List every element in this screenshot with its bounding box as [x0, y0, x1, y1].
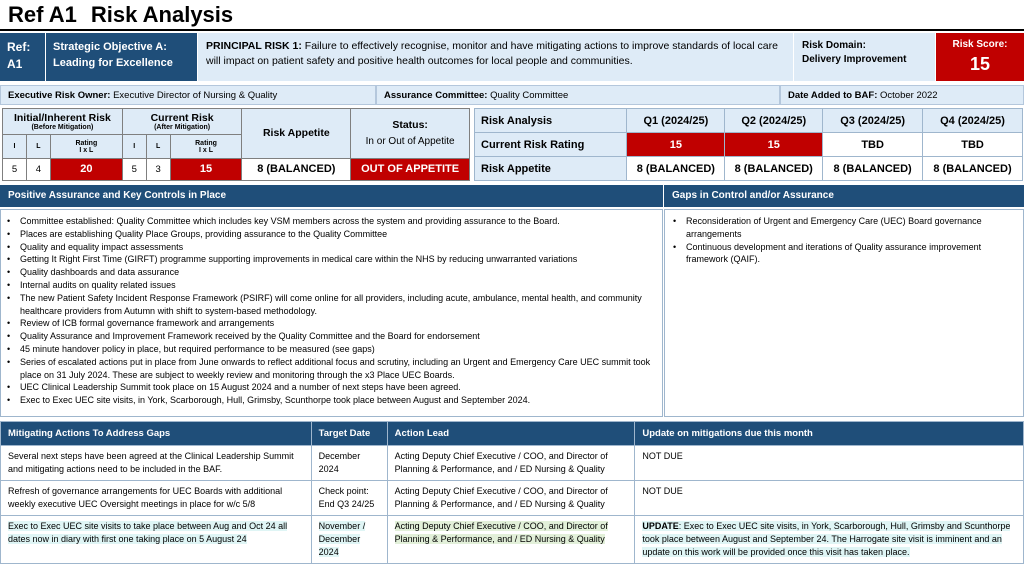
- q3-current-rating: TBD: [823, 133, 923, 157]
- initial-risk-title: Initial/Inherent Risk: [13, 112, 111, 125]
- risk-score-label: Risk Score:: [952, 39, 1008, 50]
- current-i-value: 5: [122, 158, 146, 180]
- target-cell: Check point: End Q3 24/25: [311, 481, 387, 516]
- list-item: • The new Patient Safety Incident Response Framework (PSIRF) will come online for all providers, including acute, ambulance, mental health, and community healthcare providers from Autumn with shift to system-based methodology.: [5, 292, 658, 318]
- current-risk-sub: (After Mitigation): [154, 124, 211, 132]
- initial-rating-sub: I x L: [79, 146, 94, 154]
- table-row: [1, 446, 1024, 481]
- current-i-header: I: [122, 135, 146, 158]
- current-l-header: L: [146, 135, 170, 158]
- current-risk-rating-label: Current Risk Rating: [475, 133, 627, 157]
- strategic-objective: Strategic Objective A: Leading for Excellence: [45, 33, 197, 81]
- gaps-list: [671, 215, 1017, 266]
- q4-appetite: 8 (BALANCED): [923, 157, 1023, 181]
- ref-cell: [0, 33, 45, 81]
- risk-domain-value: Delivery Improvement: [802, 54, 907, 65]
- principal-risk-text: Failure to effectively recognise, monitor and have mitigating actions to improve standards of local care will impact on patient safety and positive health outcomes for local people and communities.: [206, 40, 778, 67]
- principal-risk-label: PRINCIPAL RISK 1:: [206, 40, 302, 52]
- lead-text: Acting Deputy Chief Executive / COO, and Director of Planning & Performance, and / ED Nursing & Quality: [394, 521, 608, 544]
- list-item: • Continuous development and iterations of Quality assurance improvement framework (QAIF).: [671, 241, 1017, 267]
- initial-l-value: 4: [26, 158, 50, 180]
- update-label: UPDATE: [642, 521, 679, 531]
- col-header-lead: Action Lead: [387, 422, 635, 446]
- q1-appetite: 8 (BALANCED): [627, 157, 725, 181]
- date-value: October 2022: [880, 90, 938, 101]
- q3-appetite: 8 (BALANCED): [823, 157, 923, 181]
- risk-domain-label: Risk Domain:: [802, 40, 866, 51]
- table-row: [1, 481, 1024, 516]
- current-rating-sub: I x L: [199, 146, 214, 154]
- q2-current-rating: 15: [725, 133, 823, 157]
- list-item: • Series of escalated actions put in place from June onwards to reflect additional focus and scrutiny, including an Urgent and Emergency Care UEC summit took place on 31 July 2024. These are subject to weekly review and monitoring through the x3 Place UEC Boards.: [5, 356, 658, 382]
- risk-analysis-table: [474, 108, 1023, 181]
- risk-appetite-header: Risk Appetite: [242, 109, 351, 159]
- q1-current-rating: 15: [627, 133, 725, 157]
- target-cell: [311, 516, 387, 564]
- principal-risk: [197, 33, 793, 81]
- gaps-box: [664, 209, 1024, 417]
- status-sub: In or Out of Appetite: [365, 136, 455, 148]
- current-l-value: 3: [146, 158, 170, 180]
- initial-l-header: L: [26, 135, 50, 158]
- action-cell: Several next steps have been agreed at the Clinical Leadership Summit and mitigating actions need to be included in the BAF.: [1, 446, 312, 481]
- current-rating-header: [170, 135, 242, 158]
- initial-risk-sub: (Before Mitigation): [31, 124, 94, 132]
- list-item: • Quality Assurance and Improvement Framework received by the Quality Committee and the Board for endorsement: [5, 330, 658, 343]
- title-ref: Ref A1: [8, 2, 77, 27]
- initial-i-header: I: [3, 135, 27, 158]
- assurance-list: [5, 215, 658, 407]
- q4-current-rating: TBD: [923, 133, 1023, 157]
- risk-analysis-title: Risk Analysis: [475, 109, 627, 133]
- mitigating-actions-table: [0, 421, 1024, 564]
- quarter-header: Q2 (2024/25): [725, 109, 823, 133]
- lead-cell: Acting Deputy Chief Executive / COO, and Director of Planning & Performance, and / ED Nursing & Quality: [387, 446, 635, 481]
- assurance-section-title: Positive Assurance and Key Controls in Place: [0, 185, 663, 207]
- col-header-update: Update on mitigations due this month: [635, 422, 1024, 446]
- owner-label: Executive Risk Owner:: [8, 90, 111, 101]
- quarter-header: Q4 (2024/25): [923, 109, 1023, 133]
- risk-scores-table: [2, 108, 470, 181]
- assurance-box: [0, 209, 663, 417]
- list-item: • Committee established: Quality Committee which includes key VSM members across the system and providing assurance to the Board.: [5, 215, 658, 228]
- list-item: • Exec to Exec UEC site visits, in York, Scarborough, Hull, Grimsby, Scunthorpe took place between August and September 2024.: [5, 394, 658, 407]
- action-cell: Refresh of governance arrangements for UEC Boards with additional weekly executive UEC Oversight meetings in place for w/c 5/8: [1, 481, 312, 516]
- page-title: [8, 2, 233, 28]
- ref-value: A1: [7, 57, 23, 71]
- col-header-target: Target Date: [311, 422, 387, 446]
- target-text: November / December 2024: [318, 521, 366, 557]
- date-label: Date Added to BAF:: [788, 90, 878, 101]
- initial-i-value: 5: [3, 158, 27, 180]
- list-item: • UEC Clinical Leadership Summit took place on 15 August 2024 and a number of next steps have been agreed.: [5, 381, 658, 394]
- committee-label: Assurance Committee:: [384, 90, 488, 101]
- initial-rating-label: Rating: [75, 139, 98, 147]
- current-risk-title: Current Risk: [150, 112, 214, 125]
- risk-owner: [0, 85, 376, 105]
- target-cell: December 2024: [311, 446, 387, 481]
- risk-domain: [793, 33, 935, 81]
- update-cell: NOT DUE: [635, 481, 1024, 516]
- gaps-section-title: Gaps in Control and/or Assurance: [664, 185, 1024, 207]
- list-item: • Places are establishing Quality Place Groups, providing assurance to the Quality Committee: [5, 228, 658, 241]
- quarter-header: Q1 (2024/25): [627, 109, 725, 133]
- current-rating-value: 15: [170, 158, 242, 180]
- date-added: [780, 85, 1024, 105]
- list-item: • Reconsideration of Urgent and Emergency Care (UEC) Board governance arrangements: [671, 215, 1017, 241]
- title-name: Risk Analysis: [90, 2, 234, 27]
- list-item: • Internal audits on quality related issues: [5, 279, 658, 292]
- risk-score-value: 15: [969, 54, 991, 74]
- risk-score: [935, 33, 1024, 81]
- table-row: [1, 516, 1024, 564]
- initial-risk-header: [3, 109, 123, 135]
- update-cell: [635, 516, 1024, 564]
- list-item: • 45 minute handover policy in place, but required performance to be measured (see gaps): [5, 343, 658, 356]
- risk-appetite-label: Risk Appetite: [475, 157, 627, 181]
- status-title: Status:: [392, 119, 428, 132]
- list-item: • Quality dashboards and data assurance: [5, 266, 658, 279]
- initial-rating-value: 20: [50, 158, 122, 180]
- current-risk-header: [122, 109, 242, 135]
- initial-rating-header: [50, 135, 122, 158]
- list-item: • Review of ICB formal governance framework and arrangements: [5, 317, 658, 330]
- lead-cell: Acting Deputy Chief Executive / COO, and Director of Planning & Performance, and / ED Nursing & Quality: [387, 481, 635, 516]
- ref-label: Ref:: [7, 40, 31, 54]
- current-rating-label: Rating: [195, 139, 217, 147]
- quarter-header: Q3 (2024/25): [823, 109, 923, 133]
- col-header-actions: Mitigating Actions To Address Gaps: [1, 422, 312, 446]
- list-item: • Quality and equality impact assessments: [5, 241, 658, 254]
- status-header: [351, 109, 470, 159]
- committee-value: Quality Committee: [490, 90, 569, 101]
- update-text: : Exec to Exec UEC site visits, in York, Scarborough, Hull, Grimsby and Scunthorpe took place between August and September 24. The Harrogate site visit is imminent and an update on this work will be provided once this visit has taken place.: [642, 521, 1011, 557]
- q2-appetite: 8 (BALANCED): [725, 157, 823, 181]
- update-cell: NOT DUE: [635, 446, 1024, 481]
- list-item: • Getting It Right First Time (GIRFT) programme supporting improvements in medical care within the NHS by reducing unwarranted variations: [5, 253, 658, 266]
- title-divider: [0, 29, 1024, 31]
- lead-cell: [387, 516, 635, 564]
- status-value: OUT OF APPETITE: [351, 158, 470, 180]
- assurance-committee: [376, 85, 780, 105]
- risk-appetite-value: 8 (BALANCED): [242, 158, 351, 180]
- action-text: Exec to Exec UEC site visits to take place between Aug and Oct 24 all dates now in diary with first one taking place on 5 August 24: [8, 521, 288, 544]
- owner-value: Executive Director of Nursing & Quality: [113, 90, 278, 101]
- action-cell: [1, 516, 312, 564]
